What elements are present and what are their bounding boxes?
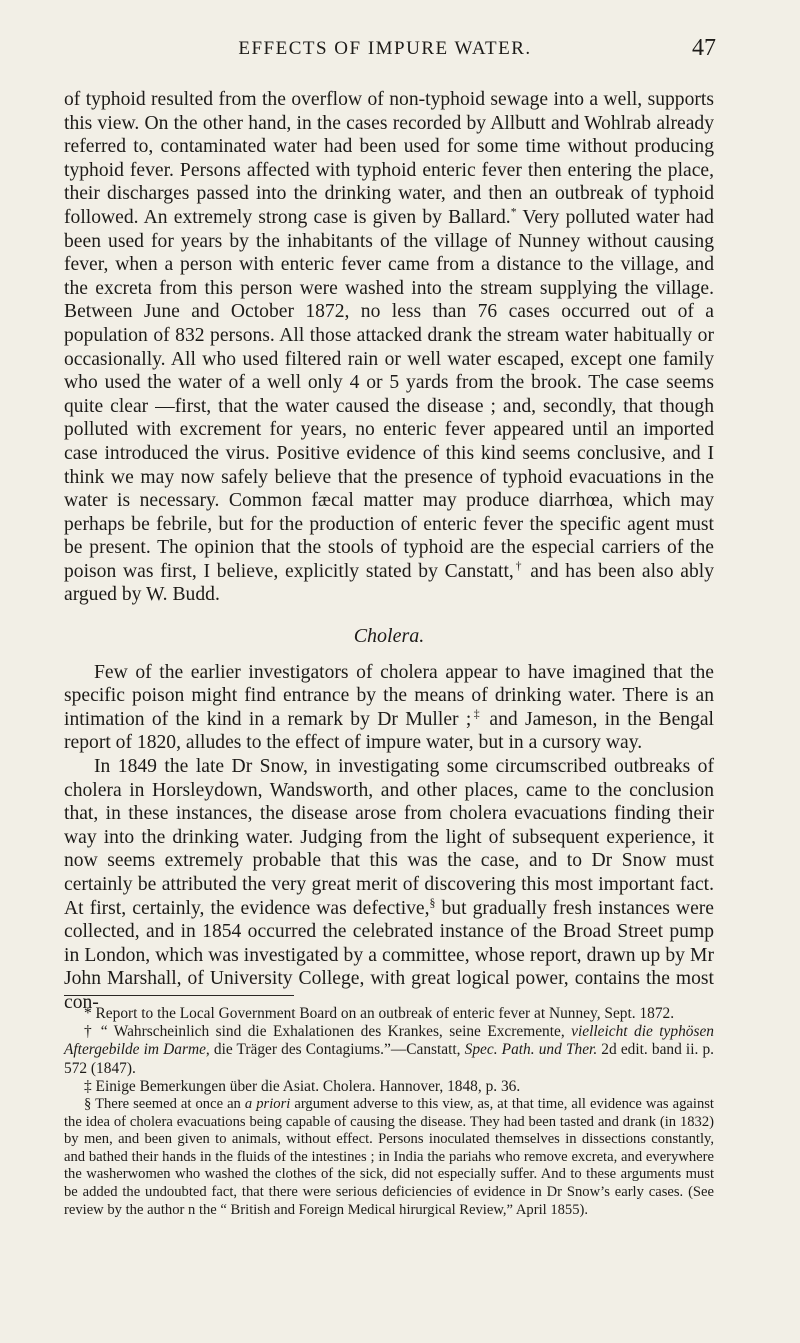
main-text (64, 88, 714, 1015)
footnote-1: * Report to the Local Government Board on an outbreak of enteric fever at Nunney, Sept. 1872. (84, 1005, 675, 1022)
page-number: 47 (692, 35, 716, 61)
footnote-text: , die Träger des Contagiums.”—Canstatt, (205, 1041, 465, 1059)
footnote-mark: † (513, 559, 524, 573)
running-head (60, 35, 716, 68)
footnote-text: argument adverse to this view, as, at that time, all evidence was against the idea of cholera evacuations being capable of causing the disease. They had been tasted and drank (in 1832) by men, and been given to animals, without effect. Persons inoculated themselves in dissections constantly, and bathed their hands in the fluids of the intestines ; in India the pariahs who remove excreta, and everywhere the washerwomen who washed the clothes of the sick, did not especially suffer. And to these arguments must be added the undoubted fact, that there were serious deficiencies of evidence in Dr Snow’s early cases. (See review by the author n the “ British and Foreign Medical hirurgical Review,” April 1855). (64, 1096, 714, 1218)
paragraph-snow (64, 755, 714, 1015)
footnote-italic: vielleicht die typhösen Aftergebilde im Darme (64, 1023, 714, 1059)
footnote-italic: a priori (244, 1096, 291, 1113)
paragraph-text: Very polluted water had been used for years by the inhabitants of the village of Nunney without causing fever, when a person with enteric fever came from a distance to the village, and the excreta from this person were washed into the stream supplying the village. Between June and October 1872, no less than 76 cases occurred out of a population of 832 persons. All those attacked drank the stream water habitually or occasionally. All who used filtered rain or well water escaped, except one family who used the water of a well only 4 or 5 yards from the brook. The case seems quite clear —first, that the water caused the disease ; and, secondly, that though polluted with excrement for years, no enteric fever appeared until an imported case introduced the virus. Positive evidence of this kind seems conclusive, and I think we may now safely believe that the presence of typhoid evacuations in the water is necessary. Common fæcal matter may produce diarrhœa, which may perhaps be febrile, but for the production of enteric fever the specific agent must be present. The opinion that the stools of typhoid are the especial carriers of the poison was first, I believe, explicitly stated by Canstatt, (64, 206, 714, 582)
paragraph-typhoid (64, 88, 714, 607)
footnote-mark: ‡ (471, 707, 483, 721)
footnote-mark: § (429, 896, 436, 910)
section-heading-cholera: Cholera. (353, 625, 425, 648)
footnote-3: ‡ Einige Bemerkungen über die Asiat. Cholera. Hannover, 1848, p. 36. (84, 1077, 521, 1095)
footnote-2 (64, 1023, 714, 1078)
footnote-italic: Spec. Path. und Ther. (464, 1041, 598, 1059)
footnote-text: 2d edit. band ii. p. 572 (1847). (64, 1041, 714, 1077)
paragraph-text: In 1849 the late Dr Snow, in investigating some circumscribed outbreaks of cholera in Horsleydown, Wandsworth, and other places, came to the conclusion that, in these instances, the disease arose from cholera evacuations finding their way into the drinking water. Judging from the light of subsequent experience, it now seems extremely probable that this was the case, and to Dr Snow must certainly be attributed the very great merit of discovering this most important fact. At first, certainly, the evidence was defective, (64, 756, 714, 919)
running-title: EFFECTS OF IMPURE WATER. (238, 38, 532, 59)
footnotes (64, 1005, 714, 1219)
footnote-text: † “ Wahrscheinlich sind die Exhalationen des Krankes, seine Excremente, (84, 1023, 572, 1041)
paragraph-text: of typhoid resulted from the overflow of non-typhoid sewage into a well, supports this view. On the other hand, in the cases recorded by Allbutt and Wohlrab already referred to, contaminated water had been used for some time without producing typhoid fever. Persons affected with typhoid enteric fever then entering the place, their discharges passed into the drinking water, and then an outbreak of typhoid followed. An extremely strong case is given by Ballard. (64, 89, 714, 228)
footnote-divider (64, 995, 294, 996)
paragraph-text: but gradually fresh instances were collected, and in 1854 occurred the celebrated instance of the Broad Street pump in London, which was investigated by a committee, whose report, drawn up by Mr John Marshall, of University College, with great logical power, contains the most con- (64, 897, 714, 1013)
paragraph-cholera-early (64, 661, 714, 755)
paragraph-text: and has been also ably argued by W. Budd. (64, 560, 715, 606)
paragraph-text: Few of the earlier investigators of cholera appear to have imagined that the specific poison might find entrance by the means of drinking water. There is an intimation of the kind in a remark by Dr Muller ; (64, 661, 714, 730)
footnote-4 (64, 1096, 714, 1219)
paragraph-text: and Jameson, in the Bengal report of 1820, alludes to the effect of impure water, but in a cursory way. (64, 708, 714, 754)
footnote-mark: * (510, 205, 517, 219)
footnote-text: § There seemed at once an (84, 1096, 245, 1113)
